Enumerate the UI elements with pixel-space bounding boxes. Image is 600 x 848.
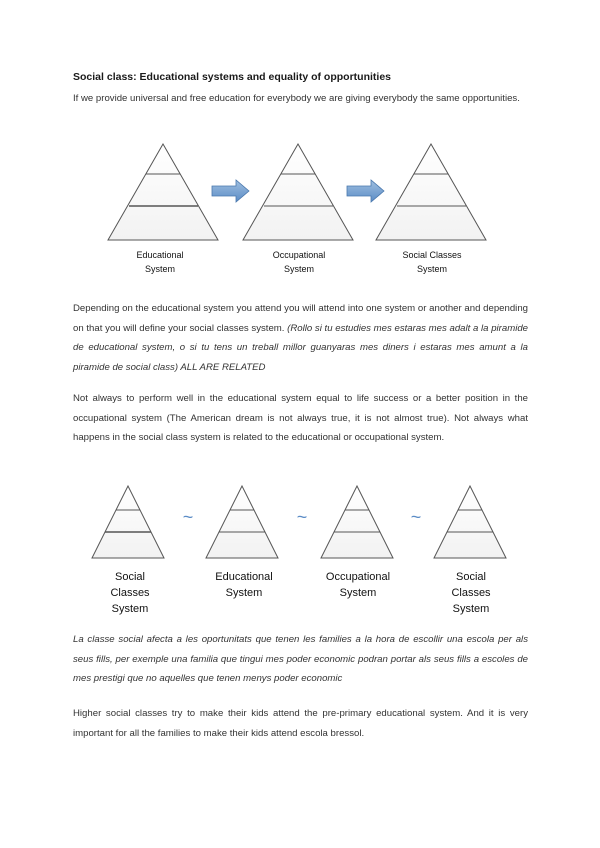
pyramid-occupational-2 xyxy=(321,486,393,558)
tilde-icon: ~ xyxy=(410,507,422,527)
pyramid-educational xyxy=(108,144,218,240)
pyramid-social-classes-2b xyxy=(434,486,506,558)
tilde-icon: ~ xyxy=(182,507,194,527)
arrow-right-icon xyxy=(347,180,384,202)
fig1-label-1a: Educational xyxy=(136,250,184,260)
pyramid-social-classes xyxy=(376,144,486,240)
fig1-label-3b: System xyxy=(416,264,448,274)
fig2-label-3b: System xyxy=(339,587,377,599)
fig2-label-4c: System xyxy=(452,603,490,615)
pyramid-social-classes-2a xyxy=(92,486,164,558)
fig2-label-4a: Social xyxy=(456,571,486,583)
fig2-label-2b: System xyxy=(225,587,263,599)
intro-paragraph: If we provide universal and free education for everybody we are giving everybody the same opportunities. xyxy=(73,93,520,104)
paragraph-depending xyxy=(73,299,528,377)
paragraph-higher-classes: Higher social classes try to make their kids attend the pre-primary educational system. And it is very important for all the families to make their kids attend escola bressol. xyxy=(73,708,528,739)
fig1-label-2b: System xyxy=(283,264,315,274)
fig2-label-1c: System xyxy=(111,603,149,615)
fig1-label-3a: Social Classes xyxy=(402,250,462,260)
fig2-label-1a: Social xyxy=(115,571,145,583)
pyramid-occupational xyxy=(243,144,353,240)
fig1-label-1b: System xyxy=(144,264,176,274)
paragraph-catalan: La classe social afecta a les oportunitats que tenen les families a la hora de escollir una escola per als seus fills, per exemple una familia que tingui mes poder economic podran portar als seus fills a escoles de mes prestigi que no aquelles que tenen menys poder economic xyxy=(73,634,528,684)
paragraph-not-always: Not always to perform well in the educational system equal to life success or a better position in the occupational system (The American dream is not always true, it is not almost true). Not always what happens in the social class system is related to the educational or occupational system. xyxy=(73,393,528,443)
fig2-label-2a: Educational xyxy=(215,571,273,583)
fig2-label-1b: Classes xyxy=(110,587,150,599)
arrow-right-icon xyxy=(212,180,249,202)
tilde-icon: ~ xyxy=(296,507,308,527)
fig2-label-3a: Occupational xyxy=(325,571,391,583)
fig1-label-2a: Occupational xyxy=(272,250,326,260)
fig2-label-4b: Classes xyxy=(451,587,491,599)
paragraph-depending-text: Depending on the educational system you attend you will attend into one system or another and depending on that you will define your social classes system. xyxy=(73,303,528,334)
pyramid-educational-2 xyxy=(206,486,278,558)
section-heading: Social class: Educational systems and equality of opportunities xyxy=(73,71,391,83)
paragraph-depending-italic: (Rollo si tu estudies mes estaras mes adalt a la piramide de educational system, o si tu tens un treball millor guanyaras mes diners i estaras mes amunt a la piramide de social class) ALL ARE RELATED xyxy=(73,322,528,373)
